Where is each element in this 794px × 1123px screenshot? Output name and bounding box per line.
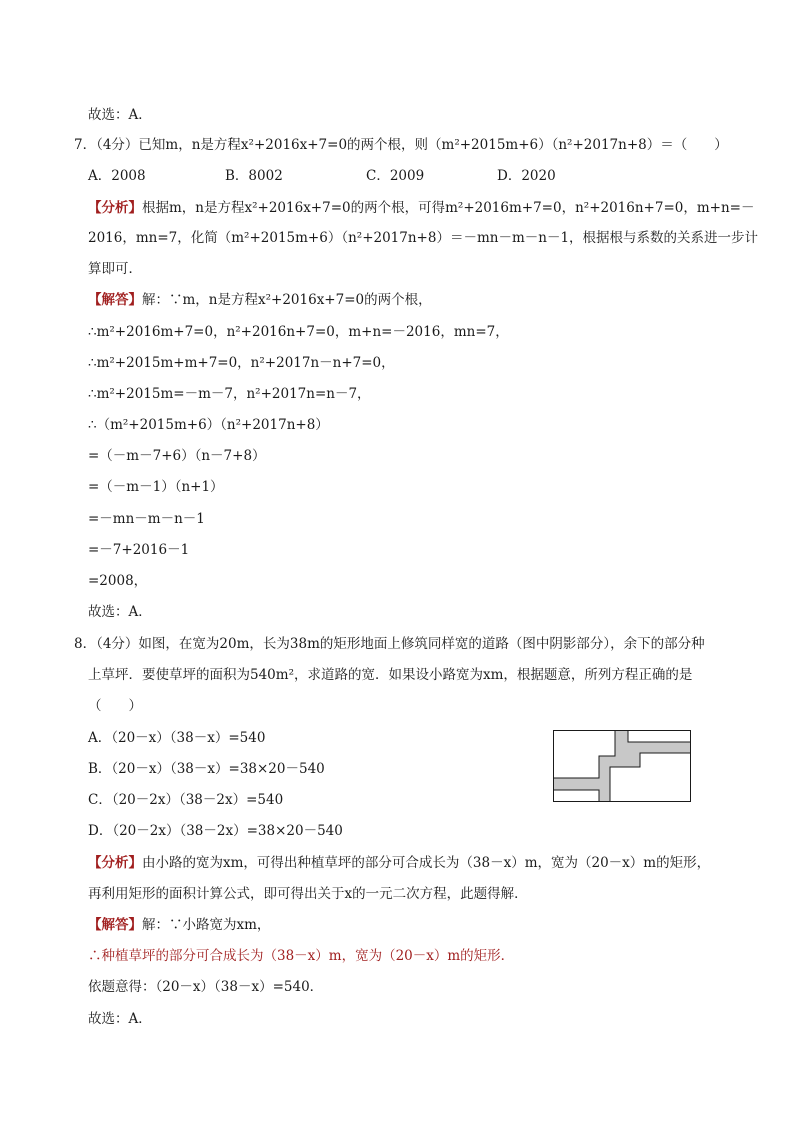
q8-option-c: C．（20－2x）（38－2x）=540 — [88, 792, 284, 808]
q7-option-d: D．2020 — [497, 168, 556, 184]
q7-solution-line-10: =2008， — [88, 573, 148, 589]
road-diagram — [553, 730, 691, 802]
q8-solution-text-1: 解：∵小路宽为xm， — [142, 917, 271, 933]
q7-solution-line-8: =－mn－m－n－1 — [88, 511, 205, 527]
q7-analysis-line-2: 2016，mn=7，化简（m²+2015m+6）（n²+2017n+8）＝－mn－m－n－1，根据根与系数的关系进一步计 — [88, 230, 759, 246]
q8-solution-line-1 — [88, 915, 270, 935]
q8-stem-line-3: （ ） — [88, 698, 142, 714]
q7-solution-line-9: =－7+2016－1 — [88, 542, 190, 558]
q8-solution-line-2: ∴种植草坪的部分可合成长为（38－x）m，宽为（20－x）m的矩形． — [88, 948, 515, 964]
q8-stem-line-2: 上草坪．要使草坪的面积为540m²，求道路的宽．如果设小路宽为xm，根据题意，所列方程正确的是 — [88, 667, 693, 683]
q7-analysis-line-1 — [88, 198, 754, 218]
q7-analysis-tag: 【分析】 — [88, 200, 142, 216]
q7-analysis-text-1: 根据m，n是方程x²+2016x+7=0的两个根，可得m²+2016m+7=0，n²+2016n+7=0，m+n=－ — [142, 200, 755, 216]
q8-analysis-tag: 【分析】 — [88, 855, 142, 871]
q7-solution-text-1: 解：∵m，n是方程x²+2016x+7=0的两个根， — [142, 292, 432, 308]
q7-option-c: C．2009 — [366, 168, 425, 184]
q8-option-d: D．（20－2x）（38－2x）=38×20－540 — [88, 823, 343, 839]
q8-option-a: A．（20－x）（38－x）=540 — [88, 730, 266, 746]
q7-stem: 7．（4分）已知m，n是方程x²+2016x+7=0的两个根，则（m²+2015m+6）（n²+2017n+8）＝（ ） — [74, 137, 728, 153]
q7-solution-line-5: ∴（m²+2015m+6）（n²+2017n+8） — [88, 417, 329, 433]
q7-option-a: A．2008 — [88, 168, 146, 184]
q8-stem-line-1: 8．（4分）如图，在宽为20m，长为38m的矩形地面上修筑同样宽的道路（图中阴影部分），余下的部分种 — [74, 636, 705, 652]
q7-option-b: B．8002 — [225, 168, 283, 184]
q8-analysis-line-1 — [88, 853, 710, 873]
q7-solution-line-6: =（－m－7+6）（n－7+8） — [88, 448, 266, 464]
q8-choose: 故选：A． — [88, 1011, 152, 1027]
q7-solution-line-3: ∴m²+2015m+m+7=0，n²+2017n－n+7=0， — [88, 355, 395, 371]
q8-analysis-line-2: 再利用矩形的面积计算公式，即可得出关于x的一元二次方程，此题得解． — [88, 886, 528, 902]
q7-solution-line-2: ∴m²+2016m+7=0，n²+2016n+7=0，m+n=－2016，mn=7， — [88, 324, 509, 340]
q8-solution-tag: 【解答】 — [88, 917, 142, 933]
q8-solution-line-3: 依题意得：（20－x）（38－x）=540． — [88, 979, 324, 995]
q6-choose: 故选：A． — [88, 107, 152, 123]
q8-option-b: B．（20－x）（38－x）=38×20－540 — [88, 761, 325, 777]
q8-analysis-text-1: 由小路的宽为xm，可得出种植草坪的部分可合成长为（38－x）m，宽为（20－x）m的矩形， — [142, 855, 711, 871]
q7-solution-line-7: =（－m－1）（n+1） — [88, 479, 224, 495]
q7-solution-line-1 — [88, 290, 432, 310]
q7-solution-tag: 【解答】 — [88, 292, 142, 308]
q7-choose: 故选：A． — [88, 604, 152, 620]
q7-analysis-line-3: 算即可． — [88, 261, 142, 277]
q7-solution-line-4: ∴m²+2015m=－m－7，n²+2017n=n－7， — [88, 386, 371, 402]
